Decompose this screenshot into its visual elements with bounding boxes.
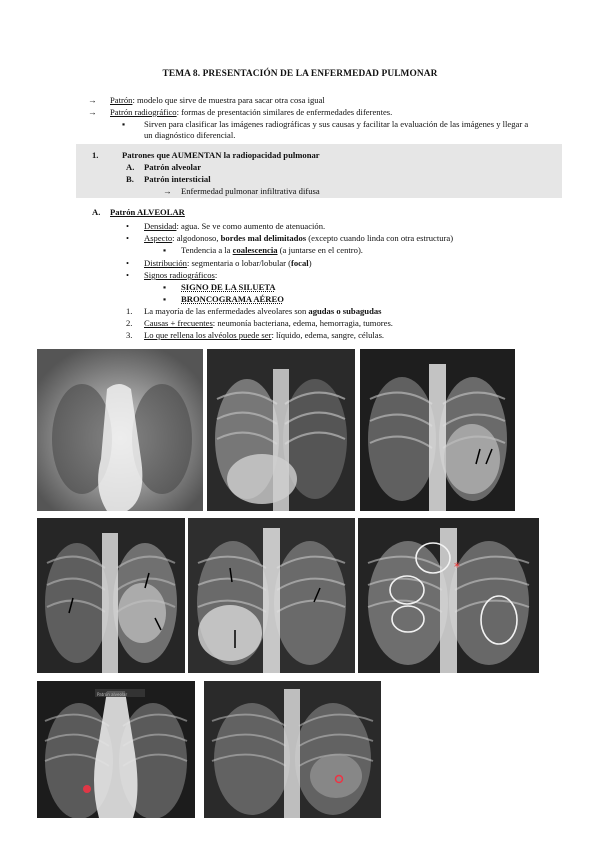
box-a-letter: A. xyxy=(126,162,135,172)
item1-text: La mayoría de las enfermedades alveolares son xyxy=(144,306,309,316)
item3-label: Lo que rellena los alvéolos puede ser xyxy=(144,330,272,340)
bullet-icon: ▪ xyxy=(122,119,126,129)
arrow-icon: → xyxy=(88,95,97,105)
densidad-label: Densidad xyxy=(144,221,177,231)
box-b-text: Patrón intersticial xyxy=(144,174,211,184)
aspecto-text1: : algodonoso, xyxy=(172,233,221,243)
box-num: 1. xyxy=(92,150,99,160)
box-b-sub: Enfermedad pulmonar infiltrativa difusa xyxy=(181,186,320,196)
patron-text: : modelo que sirve de muestra para sacar otra cosa igual xyxy=(132,95,325,105)
distribucion-bold: focal xyxy=(291,258,309,268)
distribucion-text2: ) xyxy=(308,258,312,268)
box-item-b-sub xyxy=(163,186,320,197)
distribucion-label: Distribución xyxy=(144,258,187,268)
xray-image-7 xyxy=(37,681,195,818)
xray-image-3 xyxy=(360,349,515,511)
item3-num: 3. xyxy=(126,330,133,340)
intro-sub-text1: Sirven para clasificar las imágenes radiográficas y sus causas y facilitar la evaluación de las imágenes y llegar a xyxy=(144,119,529,129)
item3-text: : líquido, edema, sangre, células. xyxy=(271,330,385,340)
arrow-icon: → xyxy=(163,186,172,196)
signos-label: Signos radiográficos xyxy=(144,270,215,280)
bullet-icon: • xyxy=(126,233,130,243)
tendencia-text2: (a juntarse en el centro). xyxy=(277,245,363,255)
intro-sub-line2: un diagnóstico diferencial. xyxy=(144,130,236,140)
tendencia-bold: coalescencia xyxy=(232,245,278,255)
bullet-icon: • xyxy=(126,270,130,280)
tendencia-line xyxy=(163,245,363,256)
box-heading-line xyxy=(92,150,320,161)
xray-image-2 xyxy=(207,349,355,511)
xray-caption: Patrón alveolar xyxy=(97,692,128,697)
bullet-icon: • xyxy=(126,258,130,268)
distribucion-line xyxy=(126,258,312,269)
arrow-icon: → xyxy=(88,107,97,117)
section-letter: A. xyxy=(92,207,101,217)
box-a-text: Patrón alveolar xyxy=(144,162,202,172)
item2-num: 2. xyxy=(126,318,133,328)
signo2: BRONCOGRAMA AÉREO xyxy=(181,294,284,304)
bullet-icon: • xyxy=(126,221,130,231)
item1-bold: agudas o subagudas xyxy=(308,306,382,316)
section-heading: Patrón ALVEOLAR xyxy=(110,207,185,217)
signo1-line xyxy=(163,282,276,293)
signos-line xyxy=(126,270,217,281)
densidad-line xyxy=(126,221,325,232)
intro-patron-line xyxy=(88,95,325,106)
tendencia-text1: Tendencia a la xyxy=(181,245,233,255)
box-item-b xyxy=(126,174,211,185)
box-heading: Patrones que AUMENTAN la radiopacidad pulmonar xyxy=(122,150,320,160)
item1-line xyxy=(126,306,382,317)
bullet-icon: ▪ xyxy=(163,245,167,255)
patron-label: Patrón xyxy=(110,95,133,105)
svg-text:*: * xyxy=(454,560,460,574)
xray-image-5 xyxy=(188,518,355,673)
section-heading-line xyxy=(92,207,185,218)
signo2-line xyxy=(163,294,284,305)
xray-image-1 xyxy=(37,349,203,511)
item2-label: Causas + frecuentes xyxy=(144,318,213,328)
signos-colon: : xyxy=(214,270,218,280)
radiografico-text: : formas de presentación similares de enfermedades diferentes. xyxy=(176,107,393,117)
box-item-a xyxy=(126,162,201,173)
xray-image-8 xyxy=(204,681,381,818)
item2-text: : neumonía bacteriana, edema, hemorragia, tumores. xyxy=(212,318,393,328)
densidad-text: : agua. Se ve como aumento de atenuación. xyxy=(176,221,326,231)
xray-image-6 xyxy=(358,518,539,673)
page-title: TEMA 8. PRESENTACIÓN DE LA ENFERMEDAD PULMONAR xyxy=(162,69,438,79)
intro-radiografico-line xyxy=(88,107,392,118)
aspecto-bold: bordes mal delimitados xyxy=(220,233,307,243)
bullet-icon: ▪ xyxy=(163,294,167,304)
aspecto-line xyxy=(126,233,453,244)
aspecto-label: Aspecto xyxy=(144,233,173,243)
signo1: SIGNO DE LA SILUETA xyxy=(181,282,276,292)
box-b-letter: B. xyxy=(126,174,134,184)
aspecto-text2: (excepto cuando linda con otra estructura) xyxy=(306,233,454,243)
item3-line xyxy=(126,330,384,341)
distribucion-text1: : segmentaria o lobar/lobular ( xyxy=(186,258,292,268)
bullet-icon: ▪ xyxy=(163,282,167,292)
item2-line xyxy=(126,318,393,329)
item1-num: 1. xyxy=(126,306,133,316)
intro-sub-line1 xyxy=(122,119,528,130)
radiografico-label: Patrón radiográfico xyxy=(110,107,177,117)
xray-image-4 xyxy=(37,518,185,673)
